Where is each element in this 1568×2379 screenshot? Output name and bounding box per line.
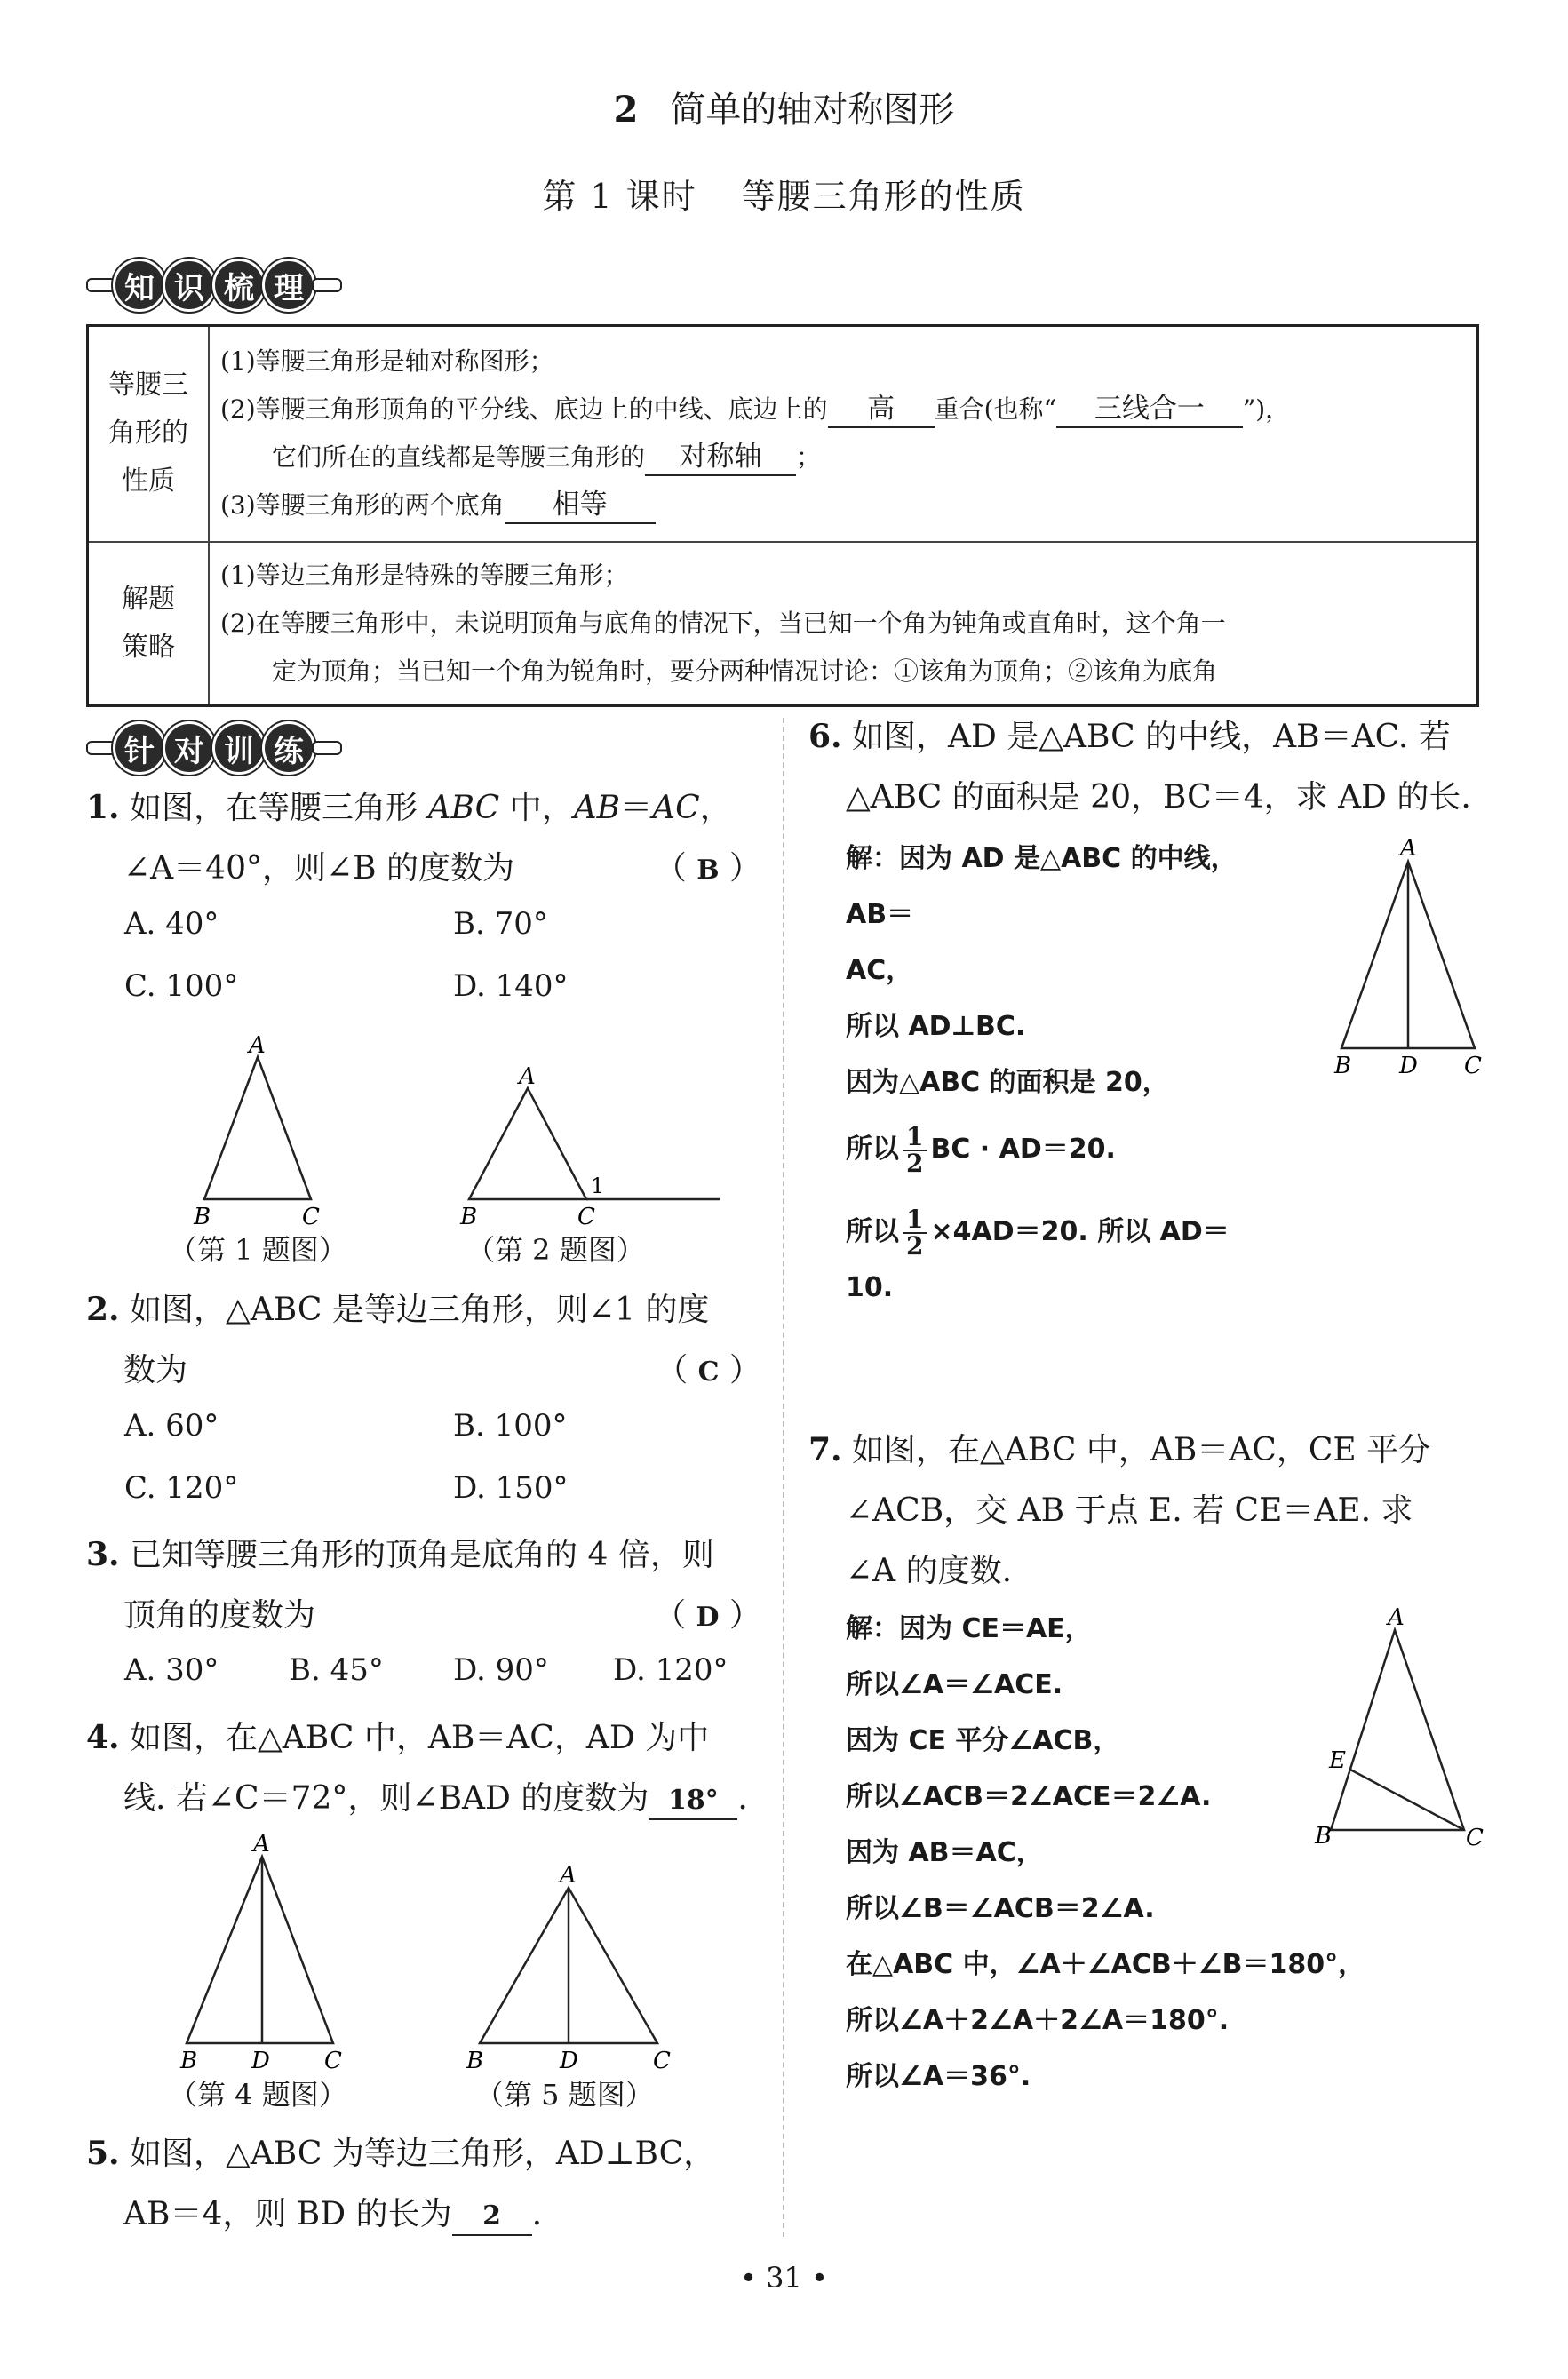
text: 已知等腰三角形的顶角是底角的 4 倍，则: [130, 1537, 714, 1573]
figure-2: [444, 1062, 728, 1230]
solution-line: AC，: [846, 955, 913, 986]
text: .: [737, 1780, 748, 1817]
q2-option-c: C. 120°: [124, 1470, 239, 1506]
label-d: D: [560, 2048, 578, 2070]
strategy-1: (1)等边三角形是特殊的等腰三角形；: [220, 560, 629, 590]
text: 数为: [123, 1352, 188, 1388]
lesson-title: [0, 169, 1568, 218]
q5-line-2: [86, 2184, 761, 2245]
fill-blank: 对称轴: [645, 439, 796, 476]
q3-option-a: A. 30°: [124, 1652, 219, 1688]
label-a: A: [1388, 1604, 1405, 1631]
solution-line: 解：因为 AD 是△ABC 的中线，AB＝: [846, 843, 1238, 930]
question-number: 3.: [86, 1536, 120, 1573]
heading-line: 策略: [122, 631, 175, 663]
text: 如图，在等腰三角形: [130, 790, 428, 826]
q1-option-a: A. 40°: [124, 906, 219, 942]
q1-option-d: D. 140°: [453, 968, 569, 1004]
badge-char: 针: [113, 721, 166, 775]
text: 如图，AD 是△ABC 的中线，AB＝AC. 若: [852, 719, 1451, 755]
q3-option-b: B. 45°: [289, 1652, 384, 1688]
text: ABC: [427, 790, 500, 826]
knowledge-table: [86, 324, 1479, 707]
label-a: A: [253, 1831, 270, 1858]
text: AB: [573, 790, 621, 826]
text: (2)等腰三角形顶角的平分线、底边上的中线、底边上的: [220, 394, 828, 425]
text: 线. 若∠C＝72°，则∠BAD 的度数为: [123, 1780, 649, 1817]
q7-line-3: ∠A 的度数.: [846, 1553, 1013, 1589]
q3-line-1: [86, 1524, 761, 1586]
text: 如图，在△ABC 中，AB＝AC，AD 为中: [130, 1720, 710, 1756]
solution-line: 因为 AB＝AC，: [846, 1837, 1043, 1868]
q2-line-1: [86, 1279, 761, 1341]
text: ＝: [620, 790, 653, 826]
question-number: 7.: [808, 1431, 842, 1468]
column-divider: [783, 718, 784, 2237]
denominator: 2: [906, 1230, 924, 1261]
text: ×4AD＝20. 所以 AD＝10.: [846, 1216, 1230, 1303]
heading-line: 解题: [122, 583, 175, 615]
solution-line: 解：因为 CE＝AE，: [846, 1613, 1092, 1644]
figure-4: [173, 1830, 351, 2070]
label-b: B: [460, 1204, 478, 1230]
badge-char: 识: [163, 259, 216, 312]
badge-char: 理: [262, 259, 315, 312]
label-d: D: [1399, 1053, 1418, 1079]
property-2-cont: [220, 434, 1464, 481]
heading-line: 角形的: [108, 418, 188, 450]
label-b: B: [1315, 1823, 1333, 1850]
question-2: [86, 1279, 761, 1401]
question-number: 6.: [808, 718, 842, 755]
fill-blank: 三线合一: [1056, 391, 1243, 428]
lesson-label: 第 1 课时: [542, 177, 697, 216]
triangle-abc: [187, 1857, 333, 2043]
solution-line: [846, 1204, 1272, 1316]
strategy-content: [209, 542, 1478, 706]
q7-line-2: ∠ACB，交 AB 于点 E. 若 CE＝AE. 求: [846, 1492, 1413, 1529]
training-badge: [86, 721, 342, 775]
question-number: 5.: [86, 2135, 120, 2172]
lesson-title-text: 等腰三角形的性质: [741, 177, 1026, 216]
text: .: [531, 2196, 543, 2232]
answer-paren: （ B ）: [654, 850, 761, 887]
label-angle-1: 1: [591, 1174, 605, 1198]
solution-line: 因为 CE 平分∠ACB，: [846, 1725, 1120, 1756]
q7-line-1: [808, 1420, 1484, 1481]
text: 如图，在△ABC 中，AB＝AC，CE 平分: [852, 1432, 1431, 1468]
properties-heading: [88, 326, 210, 542]
text: 它们所在的直线都是等腰三角形的: [272, 442, 646, 473]
answer: D: [696, 1602, 720, 1633]
text: 顶角的度数为: [123, 1597, 316, 1634]
badge-char: 梳: [212, 259, 266, 312]
q1-option-c: C. 100°: [124, 968, 239, 1004]
q3-option-c: D. 90°: [453, 1652, 549, 1688]
label-c: C: [1464, 1053, 1482, 1079]
section-title-text: 简单的轴对称图形: [670, 90, 955, 131]
property-1: (1)等腰三角形是轴对称图形；: [220, 346, 554, 377]
triangle-abc: [469, 1088, 586, 1199]
question-1: [86, 777, 761, 899]
text: 中，: [499, 790, 574, 826]
page-number: • 31 •: [740, 2261, 828, 2295]
solution-line: 所以∠A＝36°.: [846, 2061, 1031, 2092]
text: ；: [796, 442, 822, 473]
caption-fig-5: （第 5 题图）: [475, 2078, 654, 2112]
fill-blank: 18°: [649, 1783, 737, 1820]
heading-line: 性质: [122, 465, 175, 497]
properties-content: [209, 326, 1478, 542]
solution-line: [846, 1121, 1272, 1177]
answer: B: [696, 855, 720, 886]
question-6: [808, 706, 1484, 828]
question-number: 2.: [86, 1291, 120, 1328]
q3-line-2: [86, 1586, 761, 1646]
label-b: B: [1334, 1053, 1352, 1079]
label-e: E: [1329, 1747, 1346, 1774]
strategy-2-cont: 定为顶角；当已知一个角为锐角时，要分两种情况讨论：①该角为顶角；②该角为底角: [272, 656, 1218, 686]
q1-option-b: B. 70°: [453, 906, 548, 942]
question-number: 4.: [86, 1719, 120, 1756]
label-b: B: [466, 2048, 484, 2070]
label-b: B: [180, 2048, 198, 2070]
text: 所以: [846, 1216, 899, 1247]
answer-paren: （ D ）: [654, 1597, 761, 1634]
q2-option-a: A. 60°: [124, 1408, 219, 1444]
badge-char: 知: [113, 259, 166, 312]
q1-line-1: [86, 777, 761, 839]
badge-char: 训: [212, 721, 266, 775]
question-4: [86, 1707, 761, 1829]
section-title: [0, 82, 1568, 132]
text: 所以: [846, 1134, 899, 1165]
question-5: [86, 2123, 761, 2245]
text: (3)等腰三角形的两个底角: [220, 490, 505, 521]
figure-6: [1324, 831, 1492, 1079]
caption-fig-2: （第 2 题图）: [466, 1233, 645, 1267]
triangle-abc: [204, 1057, 311, 1199]
label-a: A: [1400, 835, 1417, 862]
q2-line-2: [86, 1341, 761, 1401]
knowledge-badge: [86, 259, 342, 312]
q5-line-1: [86, 2123, 761, 2184]
label-c: C: [653, 2048, 671, 2070]
solution-line: 所以∠A＝∠ACE.: [846, 1669, 1063, 1700]
text: AB＝4，则 BD 的长为: [123, 2196, 452, 2232]
fill-blank: 高: [828, 391, 935, 428]
text: AC: [652, 790, 700, 826]
solution-line: 所以 AD⊥BC.: [846, 1011, 1026, 1042]
text: ”)，: [1242, 394, 1291, 425]
section-number: 2: [613, 89, 639, 131]
property-2: [220, 386, 1464, 434]
fraction-half: [903, 1204, 927, 1261]
q2-option-b: B. 100°: [453, 1408, 568, 1444]
figure-7: [1306, 1603, 1492, 1852]
figure-5: [458, 1861, 680, 2070]
solution-line: 所以∠B＝∠ACB＝2∠A.: [846, 1893, 1155, 1924]
caption-fig-1: （第 1 题图）: [169, 1233, 347, 1267]
label-c: C: [324, 2048, 342, 2070]
fraction-half: [903, 1121, 927, 1178]
answer: C: [697, 1357, 720, 1388]
fill-blank: 相等: [505, 487, 656, 524]
heading-line: 等腰三: [108, 370, 188, 402]
solution-line: 所以∠ACB＝2∠ACE＝2∠A.: [846, 1781, 1212, 1812]
question-number: 1.: [86, 789, 120, 826]
label-a: A: [519, 1063, 536, 1090]
fill-blank: 2: [452, 2199, 532, 2236]
answer-paren: （ C ）: [656, 1352, 761, 1388]
solution-line: 在△ABC 中，∠A＋∠ACB＋∠B＝180°，: [846, 1949, 1365, 1980]
text: 如图，△ABC 为等边三角形，AD⊥BC，: [130, 2136, 716, 2172]
numerator: 1: [903, 1207, 927, 1234]
label-a: A: [249, 1032, 266, 1059]
q6-line-1: [808, 706, 1484, 768]
triangle-abc: [1331, 1630, 1464, 1830]
q1-line-2: [86, 839, 761, 899]
text: ，: [699, 790, 732, 826]
text: 重合(也称“: [934, 394, 1056, 425]
label-a: A: [560, 1862, 577, 1889]
solution-line: 所以∠A＋2∠A＋2∠A＝180°.: [846, 2005, 1230, 2036]
figure-1: [169, 1030, 346, 1230]
label-c: C: [577, 1204, 595, 1230]
label-b: B: [194, 1204, 211, 1230]
q4-line-1: [86, 1707, 761, 1769]
question-7: [808, 1420, 1484, 1602]
text: BC · AD＝20.: [930, 1134, 1116, 1165]
q6-line-2: △ABC 的面积是 20，BC＝4，求 AD 的长.: [846, 779, 1471, 816]
numerator: 1: [903, 1125, 927, 1151]
label-c: C: [302, 1204, 320, 1230]
strategy-heading: [88, 542, 210, 706]
label-c: C: [1466, 1825, 1484, 1851]
q4-line-2: [86, 1769, 761, 1829]
denominator: 2: [906, 1148, 924, 1178]
question-3: [86, 1524, 761, 1646]
q2-option-d: D. 150°: [453, 1470, 569, 1506]
badge-char: 对: [163, 721, 216, 775]
caption-fig-4: （第 4 题图）: [169, 2078, 347, 2112]
solution-line: 因为△ABC 的面积是 20，: [846, 1067, 1169, 1098]
q3-option-d: D. 120°: [613, 1652, 728, 1688]
q6-solution: [846, 831, 1272, 1316]
text: 如图，△ABC 是等边三角形，则∠1 的度: [130, 1292, 710, 1328]
label-d: D: [251, 2048, 270, 2070]
strategy-2: (2)在等腰三角形中，未说明顶角与底角的情况下，当已知一个角为钝角或直角时，这个角一: [220, 608, 1226, 638]
property-3: [220, 481, 1464, 529]
text: ∠A＝40°，则∠B 的度数为: [123, 850, 515, 887]
badge-char: 练: [262, 721, 315, 775]
